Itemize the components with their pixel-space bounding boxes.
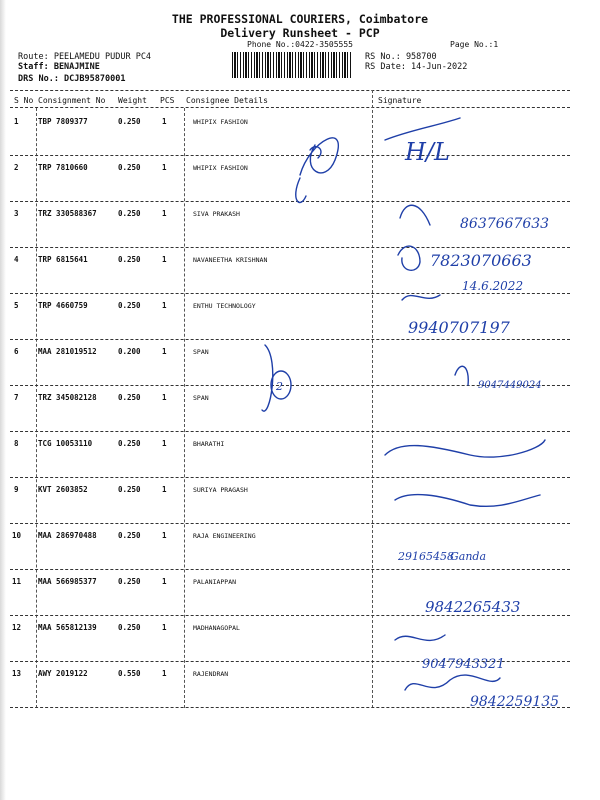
row-consignment: MAA 566985377	[38, 577, 97, 586]
row-weight: 0.250	[118, 623, 141, 632]
row-sno: 9	[14, 485, 19, 494]
row-consignment: TCG 10053110	[38, 439, 93, 448]
row-consignee: SURIYA PRAGASH	[193, 486, 248, 494]
row-sno: 1	[14, 117, 19, 126]
row-consignment: TRP 7810660	[38, 163, 88, 172]
row-sno: 7	[14, 393, 19, 402]
signature-stroke	[385, 118, 460, 140]
row-consignment: KVT 2603852	[38, 485, 88, 494]
hw-row11-phone: 9842265433	[425, 598, 521, 616]
signature-stroke	[395, 495, 540, 507]
hw-row7-phone: 9047449024	[478, 380, 542, 391]
row-weight: 0.250	[118, 209, 141, 218]
row-sno: 11	[12, 577, 22, 586]
row-consignment: TRZ 330588367	[38, 209, 97, 218]
row-consignment: TRZ 345082128	[38, 393, 97, 402]
row-sno: 3	[14, 209, 19, 218]
signature-stroke	[398, 246, 420, 270]
bracket-stroke	[262, 345, 273, 411]
row-consignee: SPAN	[193, 348, 209, 356]
row-consignee: RAJENDRAN	[193, 670, 229, 678]
hw-row13-phone: 9842259135	[470, 694, 560, 710]
row-sno: 2	[14, 163, 19, 172]
col-pcs: PCS	[160, 96, 175, 105]
hw-row5-phone: 9940707197	[408, 318, 510, 337]
row-pcs: 1	[162, 117, 167, 126]
row-consignee: MADHANAGOPAL	[193, 624, 240, 632]
col-sno: S No	[14, 96, 34, 105]
row-consignment: AWY 2019122	[38, 669, 88, 678]
col-weight: Weight	[118, 96, 147, 105]
scribble-mark	[296, 178, 306, 202]
col-signature: Signature	[378, 96, 422, 105]
hw-row4-phone: 7823070663	[430, 251, 532, 270]
row-consignee: BHARATHI	[193, 440, 225, 448]
col-consignment: Consignment No	[38, 96, 106, 105]
row-consignee: SPAN	[193, 394, 209, 402]
row-sno: 6	[14, 347, 19, 356]
row-weight: 0.250	[118, 301, 141, 310]
row-weight: 0.550	[118, 669, 141, 678]
row-weight: 0.250	[118, 255, 141, 264]
hw-row4-date: 14.6.2022	[462, 279, 524, 293]
signature-stroke	[400, 205, 430, 225]
row-pcs: 1	[162, 531, 167, 540]
signature-stroke	[455, 366, 468, 385]
sheet-title: Delivery Runsheet - PCP	[220, 26, 380, 40]
row-weight: 0.250	[118, 577, 141, 586]
staff: Staff: BENAJMINE	[18, 62, 100, 72]
phone-number: Phone No.:0422-3505555	[247, 40, 353, 49]
row-consignment: MAA 286970488	[38, 531, 97, 540]
row-consignee: PALANIAPPAN	[193, 578, 237, 586]
row-pcs: 1	[162, 623, 167, 632]
row-weight: 0.200	[118, 347, 141, 356]
row-pcs: 1	[162, 347, 167, 356]
row-consignment: MAA 281019512	[38, 347, 97, 356]
hw-row10-number: 29165458	[398, 550, 454, 563]
row-weight: 0.250	[118, 531, 141, 540]
row-pcs: 1	[162, 669, 167, 678]
col-consignee: Consignee Details	[186, 96, 268, 105]
signature-stroke	[385, 440, 545, 457]
row-sno: 10	[12, 531, 22, 540]
route: Route: PEELAMEDU PUDUR PC4	[18, 52, 152, 62]
hw-hl: H/L	[405, 138, 450, 166]
row-pcs: 1	[162, 577, 167, 586]
signature-stroke	[395, 635, 445, 640]
row-consignee: WHIPIX FASHION	[193, 164, 248, 172]
row-pcs: 1	[162, 255, 167, 264]
row-weight: 0.250	[118, 163, 141, 172]
row-pcs: 1	[162, 209, 167, 218]
row-weight: 0.250	[118, 439, 141, 448]
row-consignee: SIVA PRAKASH	[193, 210, 240, 218]
row-sno: 13	[12, 669, 22, 678]
rs-number: RS No.: 958700	[365, 52, 437, 62]
row-consignee: ENTHU TECHNOLOGY	[193, 302, 256, 310]
page-number: Page No.:1	[450, 40, 499, 49]
row-pcs: 1	[162, 485, 167, 494]
row-consignee: RAJA ENGINEERING	[193, 532, 256, 540]
row-consignee: NAVANEETHA KRISHNAN	[193, 256, 268, 264]
rs-date: RS Date: 14-Jun-2022	[365, 62, 468, 72]
row-pcs: 1	[162, 163, 167, 172]
row-weight: 0.250	[118, 117, 141, 126]
row-pcs: 1	[162, 301, 167, 310]
row-weight: 0.250	[118, 393, 141, 402]
row-consignment: MAA 565812139	[38, 623, 97, 632]
hw-row3-phone: 8637667633	[460, 216, 550, 232]
row-pcs: 1	[162, 439, 167, 448]
row-pcs: 1	[162, 393, 167, 402]
company-title: THE PROFESSIONAL COURIERS, Coimbatore	[171, 12, 429, 26]
signature-stroke	[402, 295, 440, 300]
row-sno: 8	[14, 439, 19, 448]
signature-stroke	[405, 675, 500, 690]
drs-number: DRS No.: DCJB95870001	[18, 74, 126, 84]
row-sno: 5	[14, 301, 19, 310]
row-sno: 4	[14, 255, 19, 264]
row-consignment: TRP 4660759	[38, 301, 88, 310]
hw-row12-phone: 9047943321	[422, 657, 505, 672]
row-weight: 0.250	[118, 485, 141, 494]
hw-circled-2: 2	[276, 380, 283, 393]
row-consignee: WHIPIX FASHION	[193, 118, 248, 126]
row-consignment: TRP 6815641	[38, 255, 88, 264]
row-consignment: TBP 7809377	[38, 117, 88, 126]
hw-row10-text: Ganda	[450, 550, 487, 563]
row-sno: 12	[12, 623, 22, 632]
